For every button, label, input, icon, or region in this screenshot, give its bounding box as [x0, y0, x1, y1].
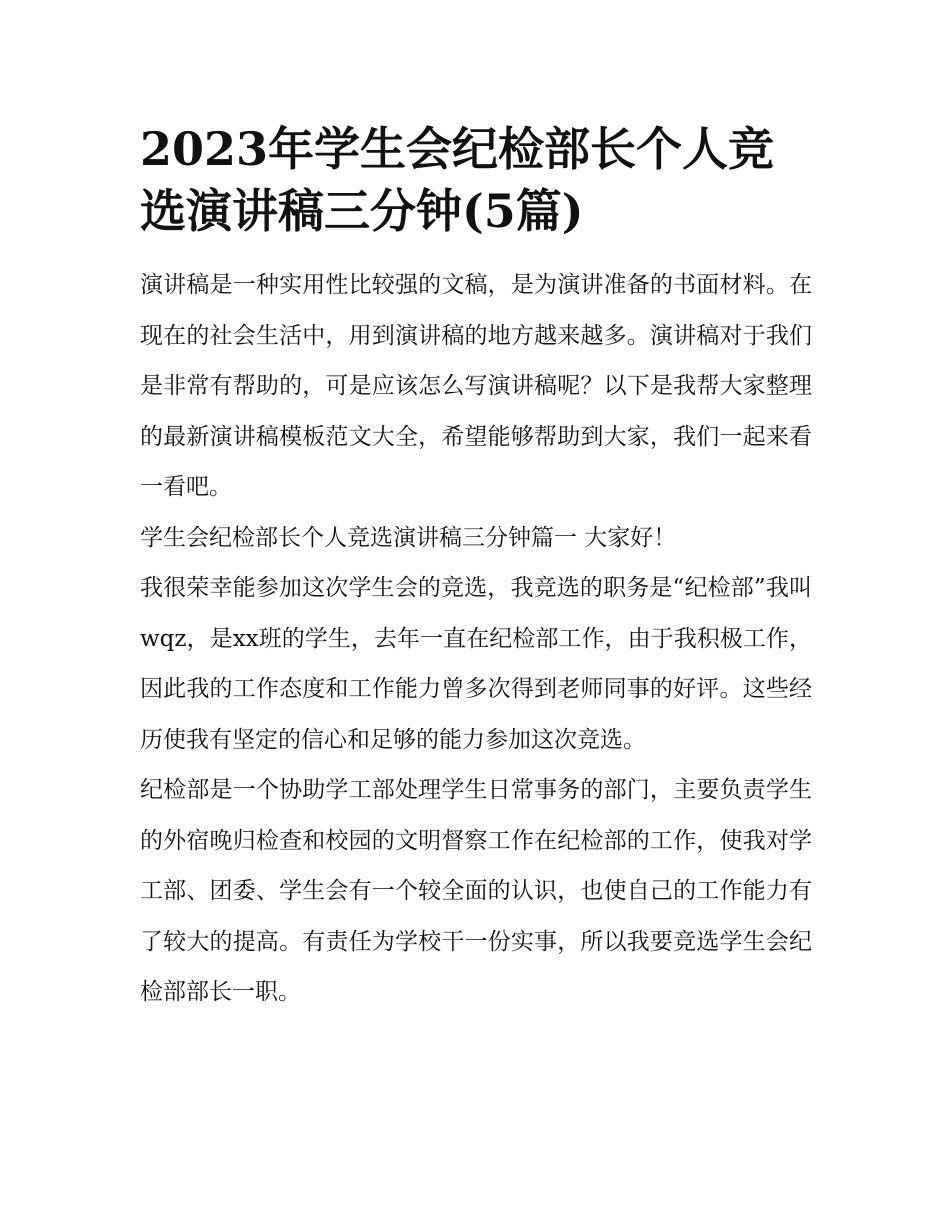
paragraph-section-heading: 学生会纪检部长个人竞选演讲稿三分钟篇一 大家好！ [140, 524, 677, 551]
document-page [140, 118, 812, 1018]
document-title: 2023年学生会纪检部长个人竞选演讲稿三分钟(5篇) [140, 122, 775, 238]
paragraph-intro: 演讲稿是一种实用性比较强的文稿，是为演讲准备的书面材料。在现在的社会生活中，用到演讲稿的地方越来越多。演讲稿对于我们是非常有帮助的，可是应该怎么写演讲稿呢？以下是我帮大家整理的最新演讲稿模板范文大全，希望能够帮助到大家，我们一起来看一看吧。 [140, 272, 812, 500]
paragraph-self-introduction: 我很荣幸能参加这次学生会的竞选，我竞选的职务是“纪检部”我叫wqz，是xx班的学生，去年一直在纪检部工作，由于我积极工作，因此我的工作态度和工作能力曾多次得到老师同事的好评。这些经历使我有坚定的信心和足够的能力参加这次竞选。 [140, 575, 812, 753]
paragraph-department-description: 纪检部是一个协助学工部处理学生日常事务的部门，主要负责学生的外宿晚归检查和校园的文明督察工作在纪检部的工作，使我对学工部、团委、学生会有一个较全面的认识，也使自己的工作能力有了较大的提高。有责任为学校干一份实事，所以我要竞选学生会纪检部部长一职。 [140, 777, 812, 1005]
